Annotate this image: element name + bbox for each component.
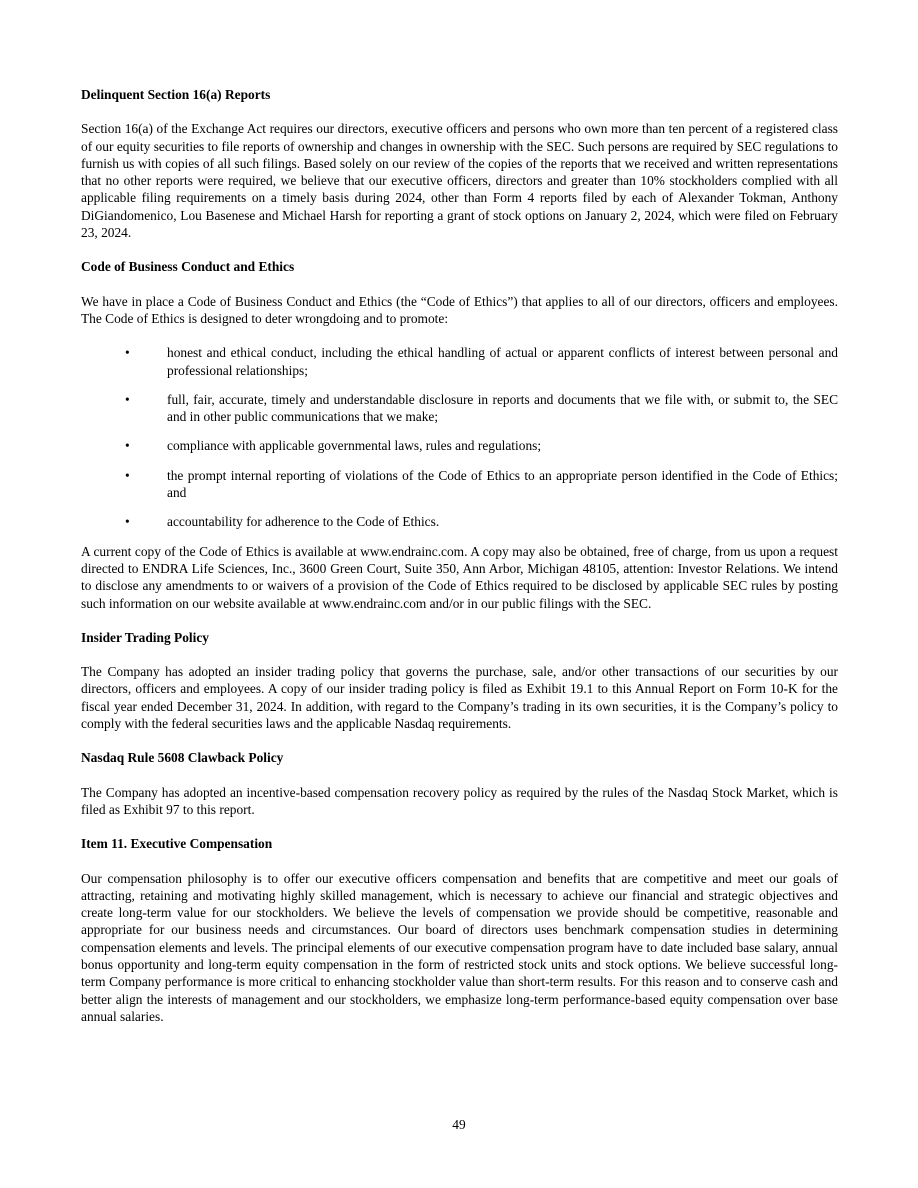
section-heading-insider: Insider Trading Policy — [81, 629, 209, 645]
list-item-text: accountability for adherence to the Code of Ethics. — [167, 514, 440, 530]
paragraph-insider: The Company has adopted an insider trading policy that governs the purchase, sale, and/or other transactions of our securities by our directors, officers and employees. A copy of our insider trading policy is filed as Exhibit 19.1 to this Annual Report on Form 10-K for the fiscal year ended December 31, 2024. In addition, with regard to the Company’s trading in its own securities, it is the Company’s policy to comply with the federal securities laws and the applicable Nasdaq requirements. — [81, 664, 838, 732]
paragraph-ethics-closing: A current copy of the Code of Ethics is available at www.endrainc.com. A copy may also be obtained, free of charge, from us upon a request directed to ENDRA Life Sciences, Inc., 3600 Green Court, Suite 350, Ann Arbor, Michigan 48105, attention: Investor Relations. We intend to disclose any amendments to or waivers of a provision of the Code of Ethics required to be disclosed by applicable SEC rules by posting such information on our website available at www.endrainc.com and/or in our public filings with the SEC. — [81, 543, 838, 611]
list-item-text: full, fair, accurate, timely and understandable disclosure in reports and documents that we file with, or submit to, the SEC and in other public communications that we make; — [167, 391, 838, 425]
paragraph-delinquent: Section 16(a) of the Exchange Act requires our directors, executive officers and persons who own more than ten percent of a registered class of our equity securities to file reports of ownership and changes in ownership with the SEC. Such persons are required by SEC regulations to furnish us with copies of all such filings. Based solely on our review of the copies of the reports that we received and written representations that no other reports were required, we believe that our executive officers, directors and greater than 10% stockholders complied with all applicable filing requirements on a timely basis during 2024, other than Form 4 reports filed by each of Alexander Tokman, Anthony DiGiandomenico, Lou Basenese and Michael Harsh for reporting a grant of stock options on January 2, 2024, which were filed on February 23, 2024. — [81, 121, 838, 241]
bullet-icon: • — [125, 514, 130, 530]
ethics-bullet-list — [81, 344, 838, 530]
paragraph-ethics-intro: We have in place a Code of Business Conduct and Ethics (the “Code of Ethics”) that applies to all of our directors, officers and employees. The Code of Ethics is designed to deter wrongdoing and to promote: — [81, 293, 838, 326]
list-item — [81, 467, 838, 502]
paragraph-compensation: Our compensation philosophy is to offer our executive officers compensation and benefits that are competitive and meet our goals of attracting, retaining and motivating highly skilled management, which is necessary to achieve our financial and strategic objectives and create long-term value for our stockholders. We believe the levels of compensation we provide should be competitive, reasonable and appropriate for our business needs and circumstances. Our board of directors uses benchmark compensation studies in determining compensation elements and levels. The principal elements of our executive compensation program have to date included base salary, annual bonus opportunity and long-term equity compensation in the form of restricted stock units and stock options. We believe successful long-term Company performance is more critical to enhancing stockholder value than short-term results. For this reason and to conserve cash and better align the interests of management and our stockholders, we emphasize long-term performance-based equity compensation over base annual salaries. — [81, 870, 838, 1024]
page-number: 49 — [452, 1117, 466, 1132]
document-page — [81, 86, 838, 1042]
list-item — [81, 344, 838, 379]
list-item — [81, 391, 838, 426]
list-item — [81, 513, 838, 530]
paragraph-clawback: The Company has adopted an incentive-based compensation recovery policy as required by the rules of the Nasdaq Stock Market, which is filed as Exhibit 97 to this report. — [81, 784, 838, 817]
list-item-text: honest and ethical conduct, including the ethical handling of actual or apparent conflicts of interest between personal and professional relationships; — [167, 345, 838, 378]
list-item-text: compliance with applicable governmental laws, rules and regulations; — [167, 438, 542, 454]
bullet-icon: • — [125, 467, 130, 483]
section-heading-compensation: Item 11. Executive Compensation — [81, 836, 273, 852]
bullet-icon: • — [125, 345, 130, 361]
bullet-icon: • — [125, 438, 130, 454]
list-item-text: the prompt internal reporting of violations of the Code of Ethics to an appropriate person identified in the Code of Ethics; and — [167, 467, 838, 501]
bullet-icon: • — [125, 391, 130, 407]
list-item — [81, 437, 838, 454]
section-heading-clawback: Nasdaq Rule 5608 Clawback Policy — [81, 750, 284, 766]
section-heading-delinquent: Delinquent Section 16(a) Reports — [81, 87, 271, 102]
section-heading-ethics: Code of Business Conduct and Ethics — [81, 259, 295, 275]
